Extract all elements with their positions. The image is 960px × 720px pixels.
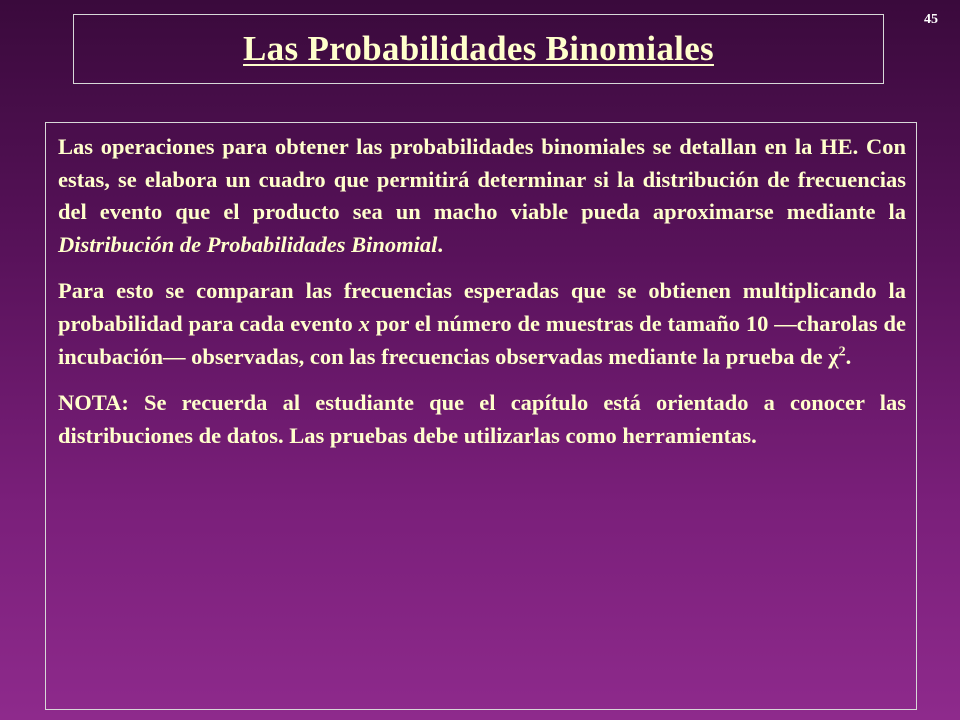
paragraph-note: NOTA: Se recuerda al estudiante que el capítulo está orientado a conocer las distribuciones de datos. Las pruebas debe utilizarlas como herramientas. [58,390,906,448]
content-box [45,122,917,710]
slide-title: Las Probabilidades Binomiales [243,29,714,68]
paragraph2-end: . [845,343,852,369]
paragraph2-text-middle: por el número de muestras de tamaño 10 —charolas de incubación— observadas, con las frecuencias observadas mediante la prueba de [58,310,906,369]
paragraph2-variable-x: x [358,310,370,336]
paragraph1-text: Las operaciones para obtener las probabilidades binomiales se detallan en la HE. Con estas, se elabora un cuadro que permitirá determinar si la distribución de frecuencias del evento que el producto sea un macho viable pueda aproximarse mediante la [58,134,906,225]
paragraph2-text-start: Para esto se comparan las frecuencias esperadas que se obtienen multiplicando la probabilidad para cada evento [58,278,906,336]
title-box [73,14,884,84]
chi-exponent: 2 [838,344,846,360]
page-number: 45 [924,12,938,27]
chi-symbol: χ [828,343,839,369]
paragraph-binomial-operations [58,131,906,261]
paragraph1-end: . [437,231,444,257]
paragraph1-italic-term: Distribución de Probabilidades Binomial [58,231,438,257]
paragraph-frequency-comparison [58,275,906,373]
